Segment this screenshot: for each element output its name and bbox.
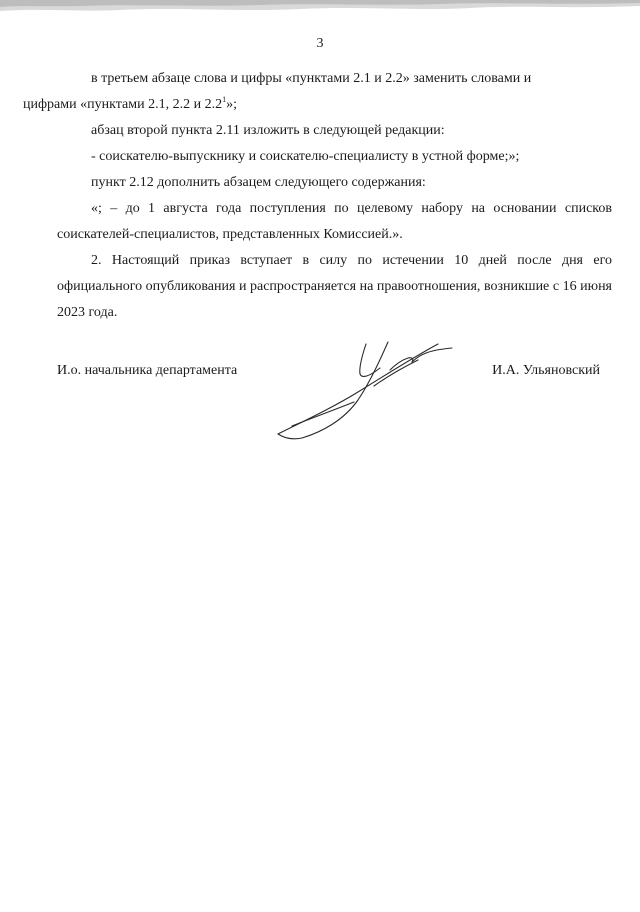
paragraph-oral-form: - соискателю-выпускнику и соискателю-специалисту в устной форме;»; <box>91 149 520 164</box>
paragraph-2-12: пункт 2.12 дополнить абзацем следующего содержания: <box>91 175 426 190</box>
paragraph-amendment-words <box>23 66 612 118</box>
paragraph-line: цифрами «пунктами 2.1, 2.2 и 2.2 <box>23 97 223 112</box>
document-body <box>23 66 612 326</box>
page-number: 3 <box>316 36 324 51</box>
superscript-mark: 1 <box>222 95 227 104</box>
paragraph-deadline: «; – до 1 августа года поступления по целевому набору на основании списков соискателей-специалистов, представленных Комиссией.». <box>57 201 612 242</box>
paragraph-effective-date: 2. Настоящий приказ вступает в силу по истечении 10 дней после дня его официального опубликования и распространяется на правоотношения, возникшие с 16 июня 2023 года. <box>57 253 612 320</box>
paragraph-2-11: абзац второй пункта 2.11 изложить в следующей редакции: <box>91 123 445 138</box>
scan-edge-shadow <box>0 0 640 14</box>
signatory-position: И.о. начальника департамента <box>57 363 238 378</box>
paragraph-line: в третьем абзаце слова и цифры «пунктами 2.1 и 2.2» заменить словами и <box>91 71 532 86</box>
signatory-name: И.А. Ульяновский <box>492 363 600 378</box>
paragraph-line-end: »; <box>226 97 237 112</box>
handwritten-signature <box>262 330 462 442</box>
